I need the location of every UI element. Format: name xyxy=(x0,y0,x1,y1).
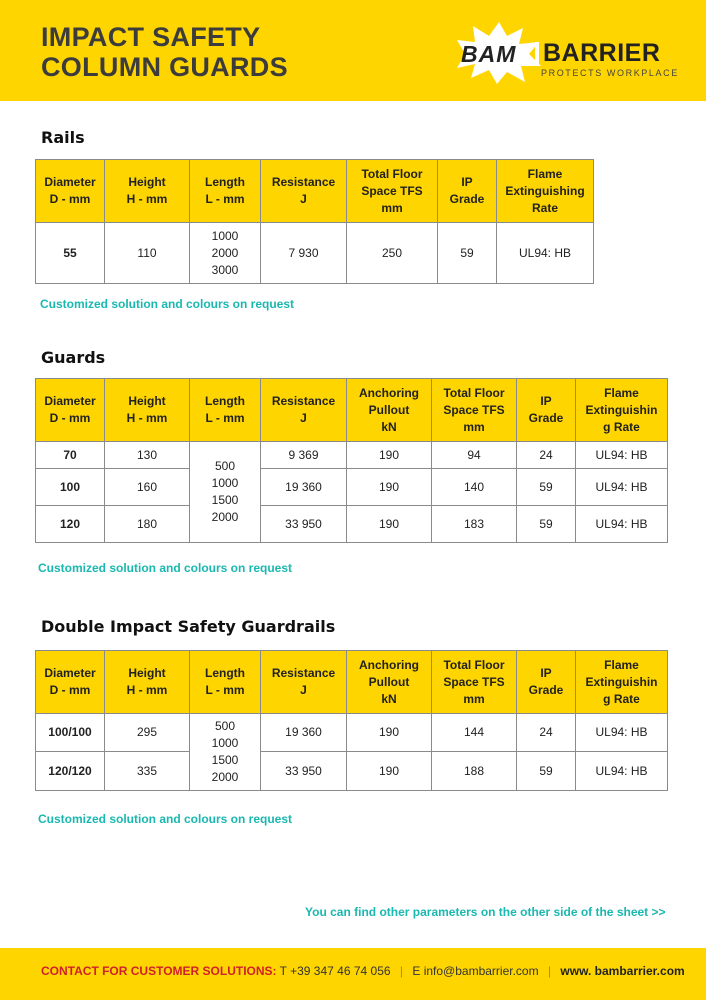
rails-header-diameter: Diameter D - mm xyxy=(36,160,105,223)
table-row xyxy=(36,752,668,791)
rails-header-length: Length L - mm xyxy=(190,160,261,223)
guards-tfs: 94 xyxy=(432,442,517,469)
rails-tfs: 250 xyxy=(347,223,438,284)
rails-header-tfs: Total Floor Space TFS mm xyxy=(347,160,438,223)
rails-header-resistance: Resistance J xyxy=(261,160,347,223)
footer-separator: | xyxy=(547,964,552,978)
guards-diameter: 100 xyxy=(36,469,105,506)
double-header-resistance: Resistance J xyxy=(261,651,347,714)
guards-pullout: 190 xyxy=(347,506,432,543)
page-title-line-1: IMPACT SAFETY xyxy=(41,22,261,52)
guards-header-ip: IP Grade xyxy=(517,379,576,442)
rails-resistance: 7 930 xyxy=(261,223,347,284)
guards-ip: 24 xyxy=(517,442,576,469)
rails-section-title: Rails xyxy=(41,128,85,147)
rails-ip: 59 xyxy=(438,223,497,284)
double-header-pullout: Anchoring Pullout kN xyxy=(347,651,432,714)
guards-header-flame: Flame Extinguishin g Rate xyxy=(576,379,668,442)
double-header-height: Height H - mm xyxy=(105,651,190,714)
logo-tagline: PROTECTS WORKPLACE xyxy=(541,68,679,78)
rails-header-ip: IP Grade xyxy=(438,160,497,223)
double-header-length: Length L - mm xyxy=(190,651,261,714)
guards-table xyxy=(35,378,668,543)
guards-ip: 59 xyxy=(517,469,576,506)
footer-cta: CONTACT FOR CUSTOMER SOLUTIONS: xyxy=(41,964,277,978)
guards-header-pullout: Anchoring Pullout kN xyxy=(347,379,432,442)
double-tfs: 188 xyxy=(432,752,517,791)
guards-section-title: Guards xyxy=(41,348,106,367)
table-row xyxy=(36,223,594,284)
guards-height: 130 xyxy=(105,442,190,469)
double-table xyxy=(35,650,668,791)
double-custom-note: Customized solution and colours on request xyxy=(38,812,293,826)
page-title-line-2: COLUMN GUARDS xyxy=(41,52,288,82)
double-header-diameter: Diameter D - mm xyxy=(36,651,105,714)
rails-header-height: Height H - mm xyxy=(105,160,190,223)
guards-flame: UL94: HB xyxy=(576,469,668,506)
rails-height: 110 xyxy=(105,223,190,284)
logo-bam-text: BAM xyxy=(461,41,517,67)
rails-diameter: 55 xyxy=(36,223,105,284)
logo-barrier-text: BARRIER xyxy=(543,39,661,67)
page-footer xyxy=(0,948,706,1000)
guards-diameter: 120 xyxy=(36,506,105,543)
double-resistance: 19 360 xyxy=(261,714,347,752)
guards-height: 180 xyxy=(105,506,190,543)
guards-diameter: 70 xyxy=(36,442,105,469)
table-row xyxy=(36,714,668,752)
double-height: 295 xyxy=(105,714,190,752)
footer-separator: | xyxy=(399,964,404,978)
double-resistance: 33 950 xyxy=(261,752,347,791)
page-title xyxy=(41,22,288,82)
rails-header-flame: Flame Extinguishing Rate xyxy=(497,160,594,223)
guards-flame: UL94: HB xyxy=(576,442,668,469)
double-header-tfs: Total Floor Space TFS mm xyxy=(432,651,517,714)
double-ip: 59 xyxy=(517,752,576,791)
page-header xyxy=(0,0,706,101)
guards-header-diameter: Diameter D - mm xyxy=(36,379,105,442)
double-header-ip: IP Grade xyxy=(517,651,576,714)
logo-divider xyxy=(535,42,539,64)
table-row xyxy=(36,469,668,506)
guards-custom-note: Customized solution and colours on request xyxy=(38,561,293,575)
double-diameter: 120/120 xyxy=(36,752,105,791)
guards-resistance: 19 360 xyxy=(261,469,347,506)
guards-pullout: 190 xyxy=(347,442,432,469)
double-height: 335 xyxy=(105,752,190,791)
double-header-flame: Flame Extinguishin g Rate xyxy=(576,651,668,714)
guards-tfs: 140 xyxy=(432,469,517,506)
table-row xyxy=(36,442,668,469)
rails-table xyxy=(35,159,594,284)
guards-header-tfs: Total Floor Space TFS mm xyxy=(432,379,517,442)
double-flame: UL94: HB xyxy=(576,752,668,791)
guards-length-shared: 500 1000 1500 2000 xyxy=(190,442,261,543)
bam-barrier-logo xyxy=(455,20,679,84)
rails-header-row xyxy=(36,160,594,223)
guards-header-resistance: Resistance J xyxy=(261,379,347,442)
guards-pullout: 190 xyxy=(347,469,432,506)
guards-flame: UL94: HB xyxy=(576,506,668,543)
footer-phone: T +39 347 46 74 056 xyxy=(279,964,391,978)
double-section-title: Double Impact Safety Guardrails xyxy=(41,617,336,636)
double-pullout: 190 xyxy=(347,714,432,752)
footer-contact-line xyxy=(41,964,685,978)
footer-website-link[interactable]: www. bambarrier.com xyxy=(560,964,685,978)
guards-ip: 59 xyxy=(517,506,576,543)
double-ip: 24 xyxy=(517,714,576,752)
double-diameter: 100/100 xyxy=(36,714,105,752)
table-row xyxy=(36,506,668,543)
guards-header-row xyxy=(36,379,668,442)
guards-height: 160 xyxy=(105,469,190,506)
double-length-shared: 500 1000 1500 2000 xyxy=(190,714,261,791)
rails-custom-note: Customized solution and colours on request xyxy=(40,297,295,311)
other-side-note: You can find other parameters on the other side of the sheet >> xyxy=(305,905,666,919)
guards-resistance: 33 950 xyxy=(261,506,347,543)
double-flame: UL94: HB xyxy=(576,714,668,752)
guards-tfs: 183 xyxy=(432,506,517,543)
rails-length: 1000 2000 3000 xyxy=(190,223,261,284)
rails-flame: UL94: HB xyxy=(497,223,594,284)
guards-header-length: Length L - mm xyxy=(190,379,261,442)
double-header-row xyxy=(36,651,668,714)
guards-resistance: 9 369 xyxy=(261,442,347,469)
double-pullout: 190 xyxy=(347,752,432,791)
footer-email: E info@bambarrier.com xyxy=(412,964,539,978)
double-tfs: 144 xyxy=(432,714,517,752)
guards-header-height: Height H - mm xyxy=(105,379,190,442)
